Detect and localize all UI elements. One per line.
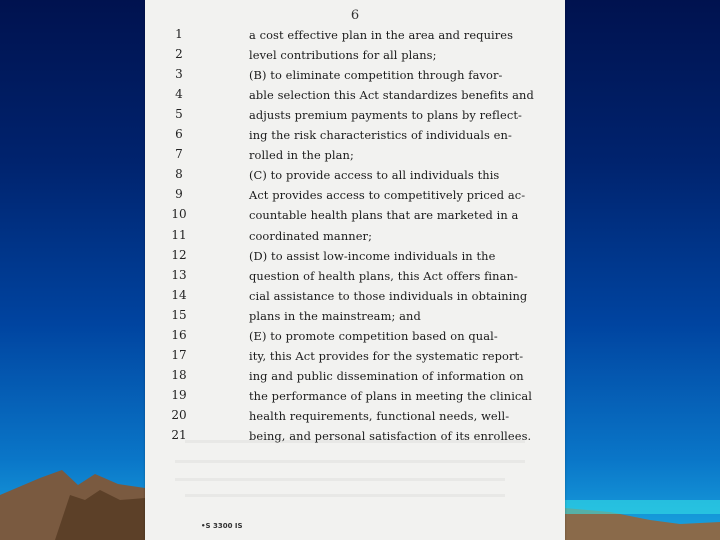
bill-code: •S 3300 IS [201,522,243,530]
document-line [145,366,565,386]
document-line [145,105,565,125]
line-number: 5 [175,107,183,122]
line-text: health requirements, functional needs, well- [249,408,510,423]
line-text: (E) to promote competition based on qual- [249,328,498,343]
line-text: being, and personal satisfaction of its enrollees. [249,429,532,443]
document-line [145,65,565,85]
line-text: Act provides access to competitively priced ac- [249,188,526,203]
line-text: a cost effective plan in the area and requires [249,28,514,42]
document-line [145,286,565,306]
line-number: 8 [175,167,183,182]
document-line [145,185,565,205]
line-text: ity, this Act provides for the systematic report- [249,348,524,363]
bleed-through [175,460,525,463]
line-number: 1 [175,27,183,41]
document-line [145,346,565,366]
document-line [145,266,565,286]
line-text: (C) to provide access to all individuals this [249,168,500,183]
line-number: 6 [175,127,183,142]
document-line [145,25,565,45]
line-text: cial assistance to those individuals in obtaining [249,288,528,303]
document-line [145,246,565,266]
line-number: 7 [175,147,183,162]
line-text: ing the risk characteristics of individuals en- [249,128,512,143]
line-number: 19 [171,387,187,402]
line-number: 21 [171,428,187,442]
document-line [145,125,565,145]
document-line [145,406,565,426]
line-number: 15 [171,307,187,322]
document-line [145,326,565,346]
horizon-glow [565,500,720,514]
line-text: the performance of plans in meeting the clinical [249,388,533,403]
bleed-through [185,494,505,497]
document-line [145,386,565,406]
bleed-through [185,440,525,443]
line-text: plans in the mainstream; and [249,308,421,323]
line-number: 20 [171,407,187,422]
line-number: 11 [171,227,187,242]
line-number: 12 [171,247,187,262]
document-line [145,306,565,326]
line-text: ing and public dissemination of information on [249,368,524,383]
line-number: 17 [171,347,187,362]
line-number: 4 [175,87,183,102]
line-text: adjusts premium payments to plans by reflect- [249,108,522,123]
document-line [145,205,565,225]
line-text: coordinated manner; [249,228,373,243]
line-number: 9 [175,187,183,202]
line-number: 3 [175,67,183,82]
document-line [145,426,565,446]
bleed-through [175,478,505,481]
line-text: (B) to eliminate competition through favor- [249,68,503,83]
line-text: countable health plans that are marketed in a [249,208,519,223]
line-text: question of health plans, this Act offers finan- [249,268,518,283]
line-number: 13 [171,267,187,282]
line-text: (D) to assist low-income individuals in the [249,248,496,263]
line-number: 14 [171,287,187,302]
line-number: 18 [171,367,187,382]
line-text: level contributions for all plans; [249,48,437,63]
document-page [145,0,565,540]
document-line [145,85,565,105]
document-line [145,145,565,165]
page-number: 6 [350,8,360,23]
line-number: 10 [171,207,187,222]
line-text: rolled in the plan; [249,148,354,163]
line-text: able selection this Act standardizes benefits and [249,88,534,103]
document-line [145,165,565,185]
document-line [145,226,565,246]
line-number: 2 [175,47,183,62]
line-number: 16 [171,327,187,342]
document-line [145,45,565,65]
